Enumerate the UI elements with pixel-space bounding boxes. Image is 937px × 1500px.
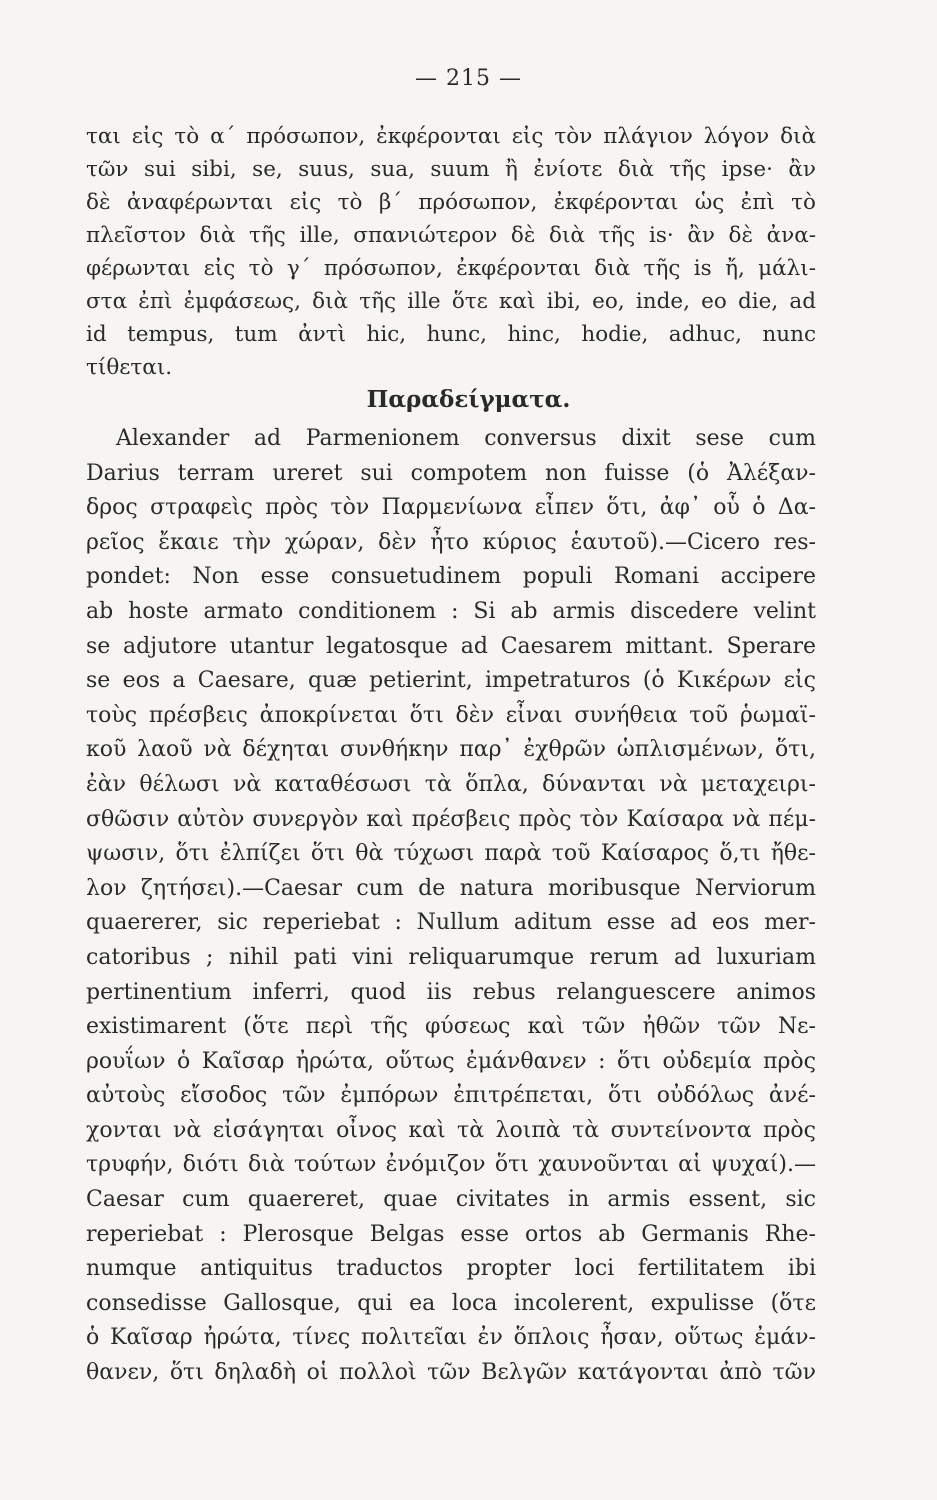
text-line: φέρωνται εἰς τὸ γ΄ πρόσωπον, ἐκφέρονται διὰ τῆς is ἤ, μάλι- bbox=[86, 256, 816, 281]
text-line: θανεν, ὅτι δηλαδὴ οἱ πολλοὶ τῶν Βελγῶν κατάγονται ἀπὸ τῶν bbox=[86, 1360, 816, 1386]
text-line: τίθεται. bbox=[86, 355, 173, 380]
text-line: reperiebat : Plerosque Belgas esse ortos ab Germanis Rhe- bbox=[86, 1221, 816, 1247]
text-line: τρυφήν, διότι διὰ τούτων ἐνόμιζον ὅτι χαυνοῦνται αἱ ψυχαί).— bbox=[86, 1152, 816, 1178]
text-line: ὁ Καῖσαρ ἠρώτα, τίνες πολιτεῖαι ἐν ὅπλοις ἦσαν, οὕτως ἐμάν- bbox=[86, 1325, 816, 1351]
text-line: χονται νὰ εἰσάγηται οἶνος καὶ τὰ λοιπὰ τὰ συντείνοντα πρὸς bbox=[86, 1117, 816, 1143]
text-line: ρεῖος ἔκαιε τὴν χώραν, δὲν ἦτο κύριος ἑαυτοῦ).—Cicero res- bbox=[86, 529, 816, 555]
text-line: existimarent (ὅτε περὶ τῆς φύσεως καὶ τῶν ἠθῶν τῶν Νε- bbox=[86, 1014, 816, 1040]
text-line: quaererer, sic reperiebat : Nullum aditum esse ad eos mer- bbox=[86, 910, 816, 936]
text-line: ρουΐων ὁ Καῖσαρ ἠρώτα, οὕτως ἐμάνθανεν : ὅτι οὐδεμία πρὸς bbox=[86, 1048, 816, 1074]
text-line: numque antiquitus traductos propter loci fertilitatem ibi bbox=[86, 1256, 816, 1282]
text-line: ψωσιν, ὅτι ἐλπίζει ὅτι θὰ τύχωσι παρὰ τοῦ Καίσαρος ὅ,τι ἤθε- bbox=[86, 841, 816, 867]
text-line: Alexander ad Parmenionem conversus dixit sese cum bbox=[116, 426, 816, 451]
paragraph-examples bbox=[86, 422, 816, 1391]
text-line: ab hoste armato conditionem : Si ab armis discedere velint bbox=[86, 598, 816, 624]
text-line: Caesar cum quaereret, quae civitates in armis essent, sic bbox=[86, 1187, 816, 1213]
text-line: pondet: Non esse consuetudinem populi Romani accipere bbox=[86, 564, 816, 590]
text-line: ἐὰν θέλωσι νὰ καταθέσωσι τὰ ὅπλα, δύνανται νὰ μεταχειρι- bbox=[86, 771, 816, 797]
text-line: δρος στραφεὶς πρὸς τὸν Παρμενίωνα εἶπεν ὅτι, ἀφ᾽ οὗ ὁ Δα- bbox=[86, 495, 816, 521]
paragraph-grammar-rule bbox=[86, 120, 816, 384]
section-heading: Παραδείγματα. bbox=[366, 386, 571, 413]
text-line: πλεῖστον διὰ τῆς ille, σπανιώτερον δὲ διὰ τῆς is· ἂν δὲ ἀνα- bbox=[86, 223, 816, 248]
text-line: αὐτοὺς εἴσοδος τῶν ἐμπόρων ἐπιτρέπεται, ὅτι οὐδόλως ἀνέ- bbox=[86, 1083, 816, 1109]
text-line: τῶν sui sibi, se, suus, sua, suum ἢ ἐνίοτε διὰ τῆς ipse· ἂν bbox=[86, 157, 816, 182]
page-number: — 215 — bbox=[415, 66, 522, 91]
text-line: consedisse Gallosque, qui ea loca incolerent, expulisse (ὅτε bbox=[86, 1290, 816, 1316]
text-line: pertinentium inferri, quod iis rebus relanguescere animos bbox=[86, 979, 816, 1005]
text-line: id tempus, tum ἀντὶ hic, hunc, hinc, hodie, adhuc, nunc bbox=[86, 322, 816, 347]
text-line: δὲ ἀναφέρωνται εἰς τὸ β΄ πρόσωπον, ἐκφέρονται ὡς ἐπὶ τὸ bbox=[86, 190, 816, 215]
text-line: se adjutore utantur legatosque ad Caesarem mittant. Sperare bbox=[86, 633, 816, 659]
text-line: catoribus ; nihil pati vini reliquarumque rerum ad luxuriam bbox=[86, 944, 816, 970]
text-line: Darius terram ureret sui compotem non fuisse (ὁ Ἀλέξαν- bbox=[86, 460, 816, 486]
text-line: σθῶσιν αὐτὸν συνεργὸν καὶ πρέσβεις πρὸς τὸν Καίσαρα νὰ πέμ- bbox=[86, 806, 816, 832]
text-line: στα ἐπὶ ἐμφάσεως, διὰ τῆς ille ὅτε καὶ ibi, eo, inde, eo die, ad bbox=[86, 289, 816, 314]
text-line: ται εἰς τὸ α΄ πρόσωπον, ἐκφέρονται εἰς τὸν πλάγιον λόγον διὰ bbox=[86, 124, 816, 149]
text-line: κοῦ λαοῦ νὰ δέχηται συνθήκην παρ᾽ ἐχθρῶν ὡπλισμένων, ὅτι, bbox=[86, 737, 816, 763]
text-line: se eos a Caesare, quæ petierint, impetraturos (ὁ Κικέρων εἰς bbox=[86, 668, 816, 694]
text-line: τοὺς πρέσβεις ἀποκρίνεται ὅτι δὲν εἶναι συνήθεια τοῦ ῥωμαϊ- bbox=[86, 702, 816, 728]
text-line: λον ζητήσει).—Caesar cum de natura moribusque Nerviorum bbox=[86, 875, 816, 901]
